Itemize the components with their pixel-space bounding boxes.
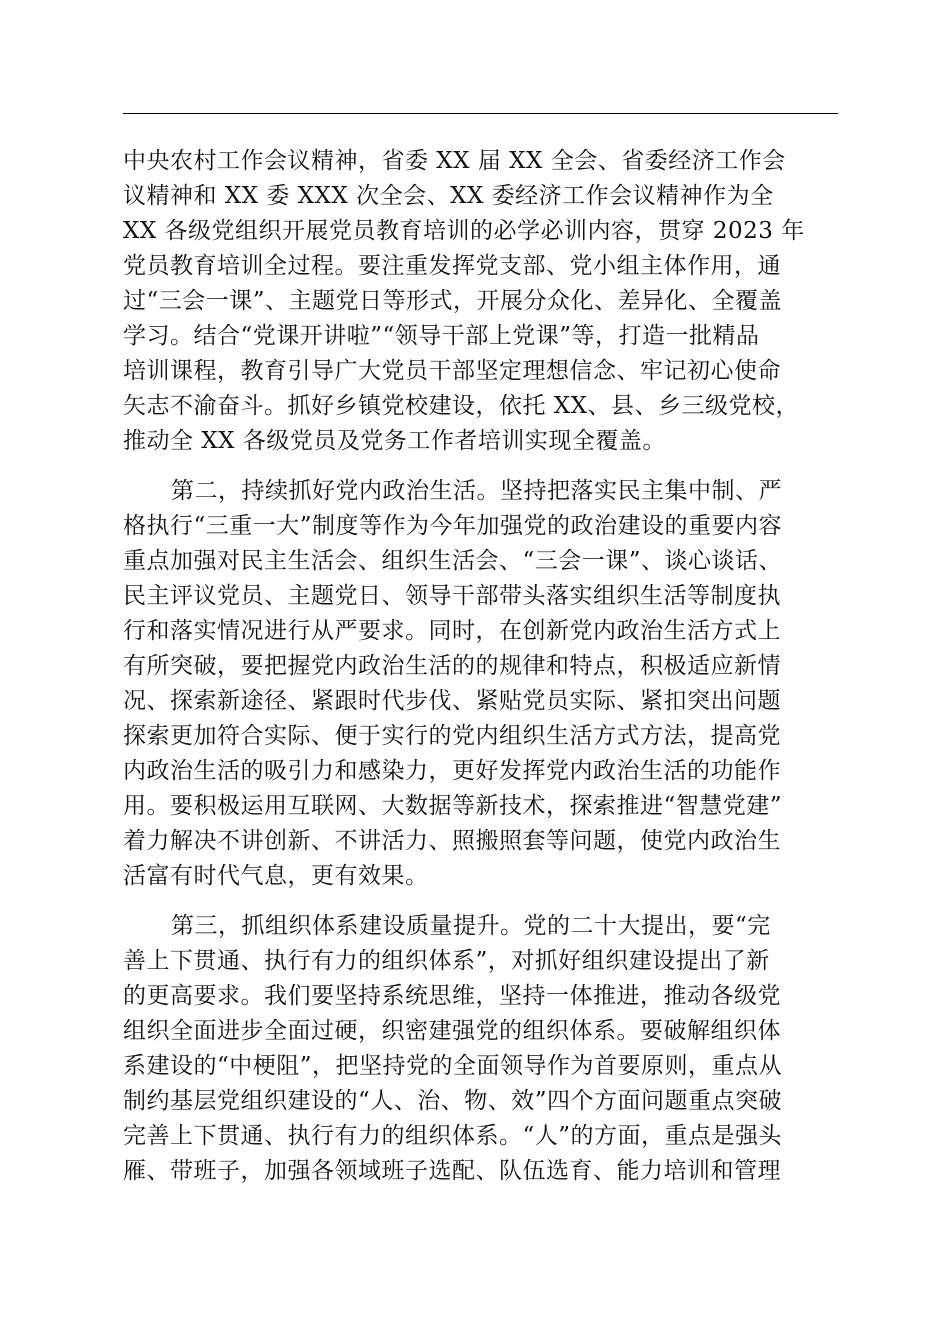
paragraph-2 xyxy=(123,474,838,894)
text-line: 矢志不渝奋斗。抓好乡镇党校建设，依托 XX、县、乡三级党校， xyxy=(123,393,800,419)
text-line: 议精神和 XX 委 XXX 次全会、XX 委经济工作会议精神作为全 xyxy=(123,183,774,209)
text-line: 行和落实情况进行从严要求。同时，在创新党内政治生活方式上 xyxy=(123,618,781,644)
text-line: 党员教育培训全过程。要注重发挥党支部、党小组主体作用，通 xyxy=(123,253,781,279)
text-line: 的更高要求。我们要坚持系统思维，坚持一体推进，推动各级党 xyxy=(123,983,781,1009)
text-line: 格执行“三重一大”制度等作为今年加强党的政治建设的重要内容 xyxy=(123,513,783,539)
text-line: 雁、带班子，加强各领域班子选配、队伍选育、能力培训和管理 xyxy=(123,1158,781,1184)
text-line: 制约基层党组织建设的“人、治、物、效”四个方面问题重点突破 xyxy=(123,1088,783,1114)
text-line: 有所突破，要把握党内政治生活的的规律和特点，积极适应新情 xyxy=(123,653,781,679)
text-line: 重点加强对民主生活会、组织生活会、“三会一课”、谈心谈话、 xyxy=(123,548,783,574)
text-line: 推动全 XX 各级党员及党务工作者培训实现全覆盖。 xyxy=(123,428,666,454)
text-line: 第三，抓组织体系建设质量提升。党的二十大提出，要“完 xyxy=(171,913,771,939)
header-rule xyxy=(123,113,838,114)
text-line: 过“三会一课”、主题党日等形式，开展分众化、差异化、全覆盖 xyxy=(123,288,783,314)
text-line: 善上下贯通、执行有力的组织体系”，对抓好组织建设提出了新 xyxy=(123,948,770,974)
text-line: 组织全面进步全面过硬，织密建强党的组织体系。要破解组织体 xyxy=(123,1018,781,1044)
text-line: 中央农村工作会议精神，省委 XX 届 XX 全会、省委经济工作会 xyxy=(123,148,786,174)
paragraph-1 xyxy=(123,144,838,459)
text-line: 用。要积极运用互联网、大数据等新技术，探索推进“智慧党建” xyxy=(123,793,783,819)
text-line: 民主评议党员、主题党日、领导干部带头落实组织生活等制度执 xyxy=(123,583,781,609)
text-line: 系建设的“中梗阻”，把坚持党的全面领导作为首要原则，重点从 xyxy=(123,1053,783,1079)
text-line: 完善上下贯通、执行有力的组织体系。“人”的方面，重点是强头 xyxy=(123,1123,783,1149)
text-line: 况、探索新途径、紧跟时代步伐、紧贴党员实际、紧扣突出问题 xyxy=(123,688,781,714)
text-line: 活富有时代气息，更有效果。 xyxy=(123,863,429,889)
text-line: 第二，持续抓好党内政治生活。坚持把落实民主集中制、严 xyxy=(171,478,782,504)
text-line: 探索更加符合实际、便于实行的党内组织生活方式方法，提高党 xyxy=(123,723,781,749)
text-line: 学习。结合“党课开讲啦”“领导干部上党课”等，打造一批精品 xyxy=(123,323,760,349)
document-body xyxy=(123,144,838,1189)
text-line: 培训课程，教育引导广大党员干部坚定理想信念、牢记初心使命 xyxy=(123,358,781,384)
text-line: 着力解决不讲创新、不讲活力、照搬照套等问题，使党内政治生 xyxy=(123,828,781,854)
paragraph-3 xyxy=(123,909,838,1189)
text-line: 内政治生活的吸引力和感染力，更好发挥党内政治生活的功能作 xyxy=(123,758,781,784)
text-line: XX 各级党组织开展党员教育培训的必学必训内容，贯穿 2023 年 xyxy=(123,218,805,244)
